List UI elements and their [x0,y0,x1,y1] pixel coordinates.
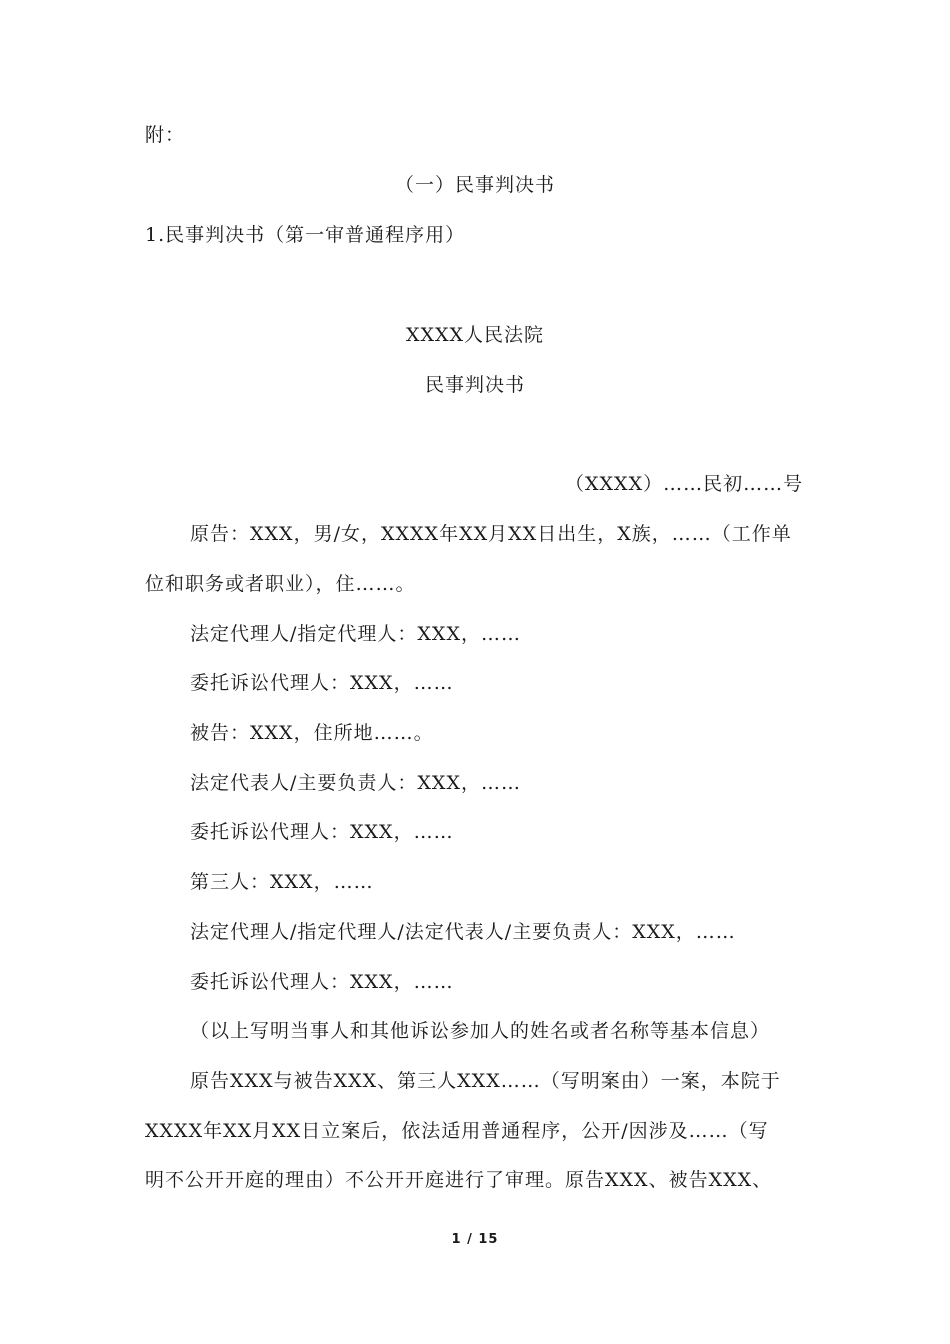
paragraph-plaintiff: 原告：XXX，男/女，XXXX年XX月XX日出生，X族，……（工作单 [190,523,792,545]
section-title: （一）民事判决书 [394,174,555,196]
paragraph-note: （以上写明当事人和其他诉讼参加人的姓名或者名称等基本信息） [190,1020,771,1042]
paragraph-plaintiff-cont: 位和职务或者职业），住……。 [145,573,416,595]
annex-label: 附： [145,124,186,146]
page-indicator: 1 / 15 [451,1232,499,1247]
paragraph-legal-representative: 法定代表人/主要负责人：XXX，…… [190,772,521,794]
document-type-title: 民事判决书 [424,374,525,396]
paragraph-case-intro-cont-2: 明不公开开庭的理由）不公开开庭进行了审理。原告XXX、被告XXX、 [145,1169,773,1191]
paragraph-third-party: 第三人：XXX，…… [190,871,374,893]
paragraph-entrusted-agent: 委托诉讼代理人：XXX，…… [190,672,454,694]
paragraph-third-party-agent: 法定代理人/指定代理人/法定代表人/主要负责人：XXX，…… [190,921,736,943]
paragraph-entrusted-agent-2: 委托诉讼代理人：XXX，…… [190,821,454,843]
court-name: XXXX人民法院 [405,324,545,346]
paragraph-entrusted-agent-3: 委托诉讼代理人：XXX，…… [190,971,454,993]
paragraph-case-intro-cont-1: XXXX年XX月XX日立案后，依法适用普通程序，公开/因涉及……（写 [145,1120,769,1142]
paragraph-legal-agent: 法定代理人/指定代理人：XXX，…… [190,623,521,645]
subsection-title: 1.民事判决书（第一审普通程序用） [145,224,466,246]
paragraph-defendant: 被告：XXX，住所地……。 [190,722,434,744]
case-number: （XXXX）……民初……号 [565,473,804,495]
paragraph-case-intro: 原告XXX与被告XXX、第三人XXX……（写明案由）一案，本院于 [190,1070,781,1092]
